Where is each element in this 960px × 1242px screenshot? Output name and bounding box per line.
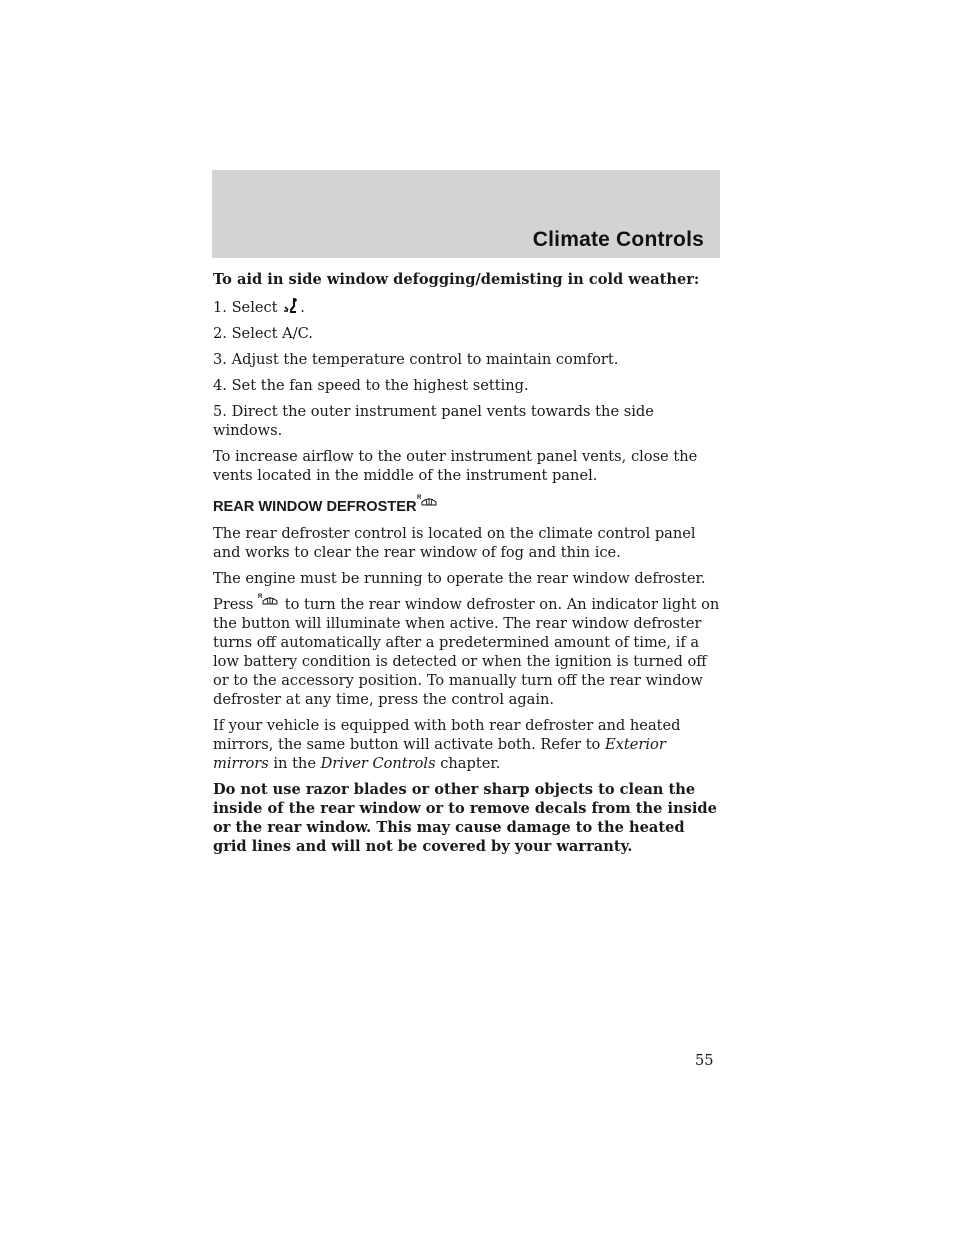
airflow-paragraph: To increase airflow to the outer instrument panel vents, close the vents located in the middle of the instrument panel. bbox=[213, 448, 698, 484]
exterior-mirrors-reference: Exterior mirrors bbox=[213, 736, 666, 772]
section-title: REAR WINDOW DEFROSTER bbox=[213, 499, 417, 515]
section-heading bbox=[213, 497, 723, 517]
step-1 bbox=[213, 296, 723, 317]
step-4: 4. Set the fan speed to the highest setting. bbox=[213, 377, 529, 394]
defroster-paragraph-2: The engine must be running to operate the rear window defroster. bbox=[213, 570, 706, 587]
floor-defrost-mode-icon bbox=[282, 298, 300, 314]
rear-defrost-inline-icon bbox=[258, 592, 280, 606]
step-1-text: 1. Select bbox=[213, 299, 278, 316]
page-number: 55 bbox=[695, 1052, 714, 1069]
step-5: 5. Direct the outer instrument panel vents towards the side windows. bbox=[213, 403, 654, 439]
step-1-suffix: . bbox=[300, 299, 305, 316]
mirrors-suffix: chapter. bbox=[440, 755, 501, 772]
press-paragraph bbox=[213, 595, 723, 709]
svg-text:R: R bbox=[258, 594, 263, 600]
driver-controls-reference: Driver Controls bbox=[320, 755, 436, 772]
page-content bbox=[213, 270, 723, 863]
svg-text:R: R bbox=[416, 495, 421, 501]
press-description: to turn the rear window defroster on. An indicator light on the button will illuminate when active. The rear window defroster turns off automatically after a predetermined amount of time, if a low battery condition is detected or when the ignition is turned off or to the accessory position. To manually turn off the rear window defroster at any time, press the control again. bbox=[213, 596, 720, 708]
defroster-paragraph-1: The rear defroster control is located on the climate control panel and works to clear the rear window of fog and thin ice. bbox=[213, 525, 696, 561]
step-2: 2. Select A/C. bbox=[213, 325, 313, 342]
rear-defrost-icon bbox=[417, 493, 437, 507]
mirrors-text: If your vehicle is equipped with both rear defroster and heated mirrors, the same button will activate both. Refer to bbox=[213, 717, 681, 753]
intro-heading: To aid in side window defogging/demisting in cold weather: bbox=[213, 271, 700, 288]
warning-paragraph: Do not use razor blades or other sharp objects to clean the inside of the rear window or to remove decals from the inside or the rear window. This may cause damage to the heated grid lines and will not be covered by your warranty. bbox=[213, 781, 717, 855]
mirrors-mid-text: in the bbox=[273, 755, 316, 772]
step-3: 3. Adjust the temperature control to maintain comfort. bbox=[213, 351, 619, 368]
chapter-header-band bbox=[212, 170, 720, 258]
chapter-title: Climate Controls bbox=[532, 228, 704, 251]
press-text: Press bbox=[213, 596, 254, 613]
mirrors-paragraph bbox=[213, 716, 723, 773]
